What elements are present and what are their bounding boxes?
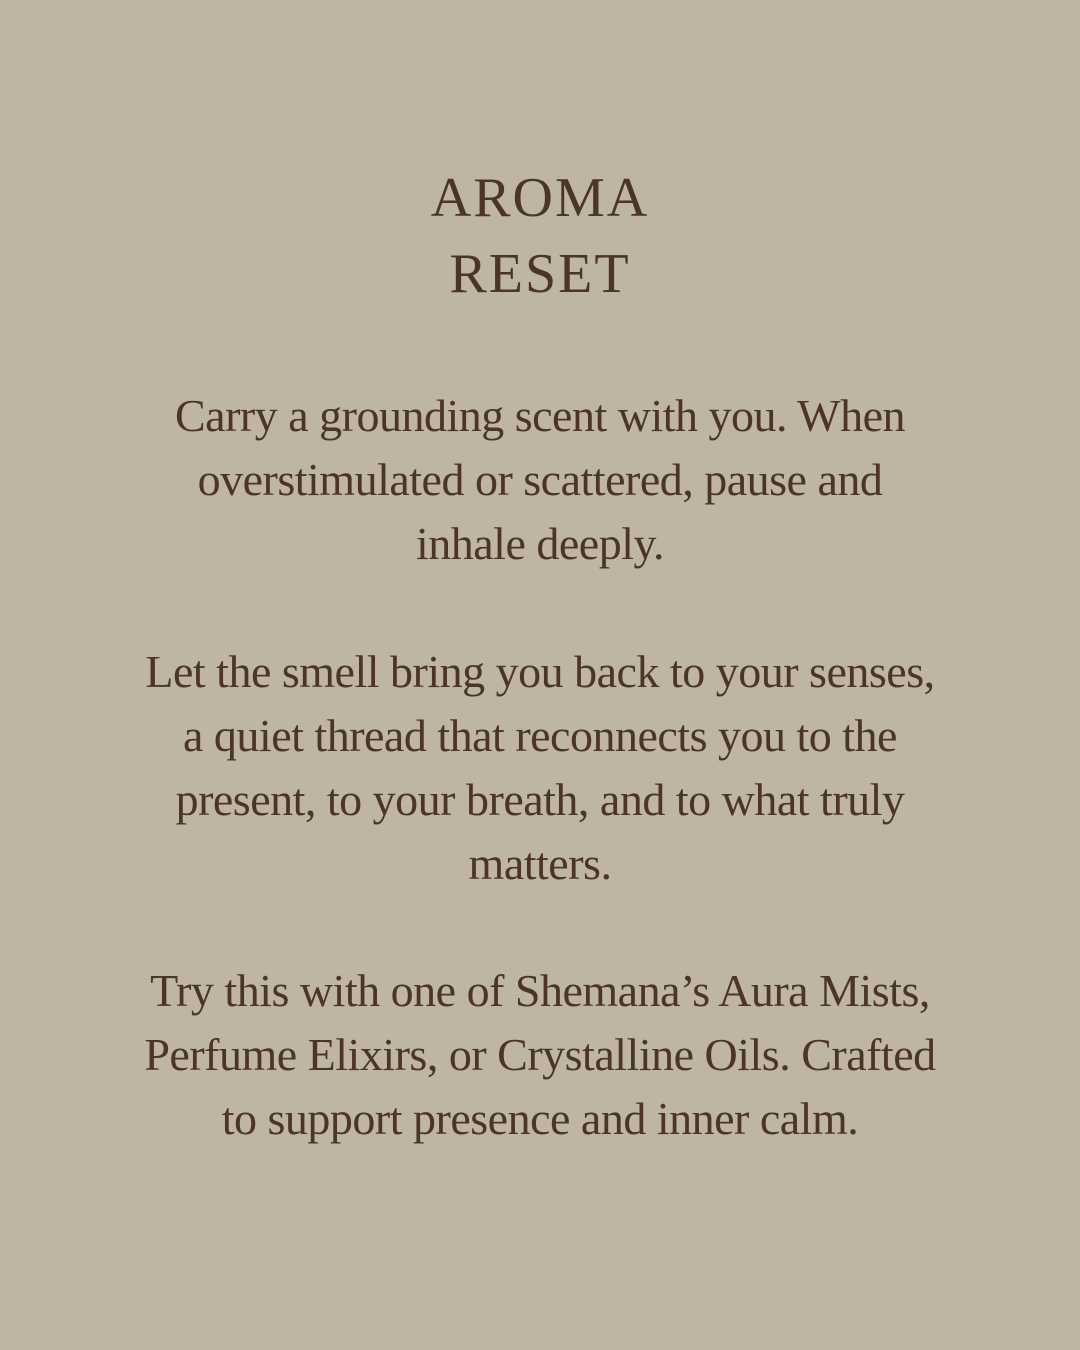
paragraph-carry-scent: [80, 384, 1000, 576]
paragraph-line: a quiet thread that reconnects you to the: [183, 710, 897, 761]
paragraph-line: Perfume Elixirs, or Crystalline Oils. Crafted: [144, 1029, 936, 1080]
paragraph-line: inhale deeply.: [415, 518, 665, 569]
paragraph-smell-senses: [80, 640, 1000, 896]
paragraph-line: to support presence and inner calm.: [221, 1093, 859, 1144]
paragraph-line: present, to your breath, and to what truly: [175, 774, 905, 825]
paragraph-line: Let the smell bring you back to your senses,: [145, 646, 935, 697]
paragraph-line: overstimulated or scattered, pause and: [197, 454, 883, 505]
paragraph-line: Carry a grounding scent with you. When: [174, 390, 906, 441]
paragraph-product-suggestion: [80, 959, 1000, 1151]
title-line-2: RESET: [449, 243, 631, 305]
paragraph-line: matters.: [468, 838, 612, 889]
page-title: [0, 160, 1080, 312]
paragraph-line: Try this with one of Shemana’s Aura Mists,: [150, 965, 930, 1016]
title-line-1: AROMA: [430, 167, 650, 229]
